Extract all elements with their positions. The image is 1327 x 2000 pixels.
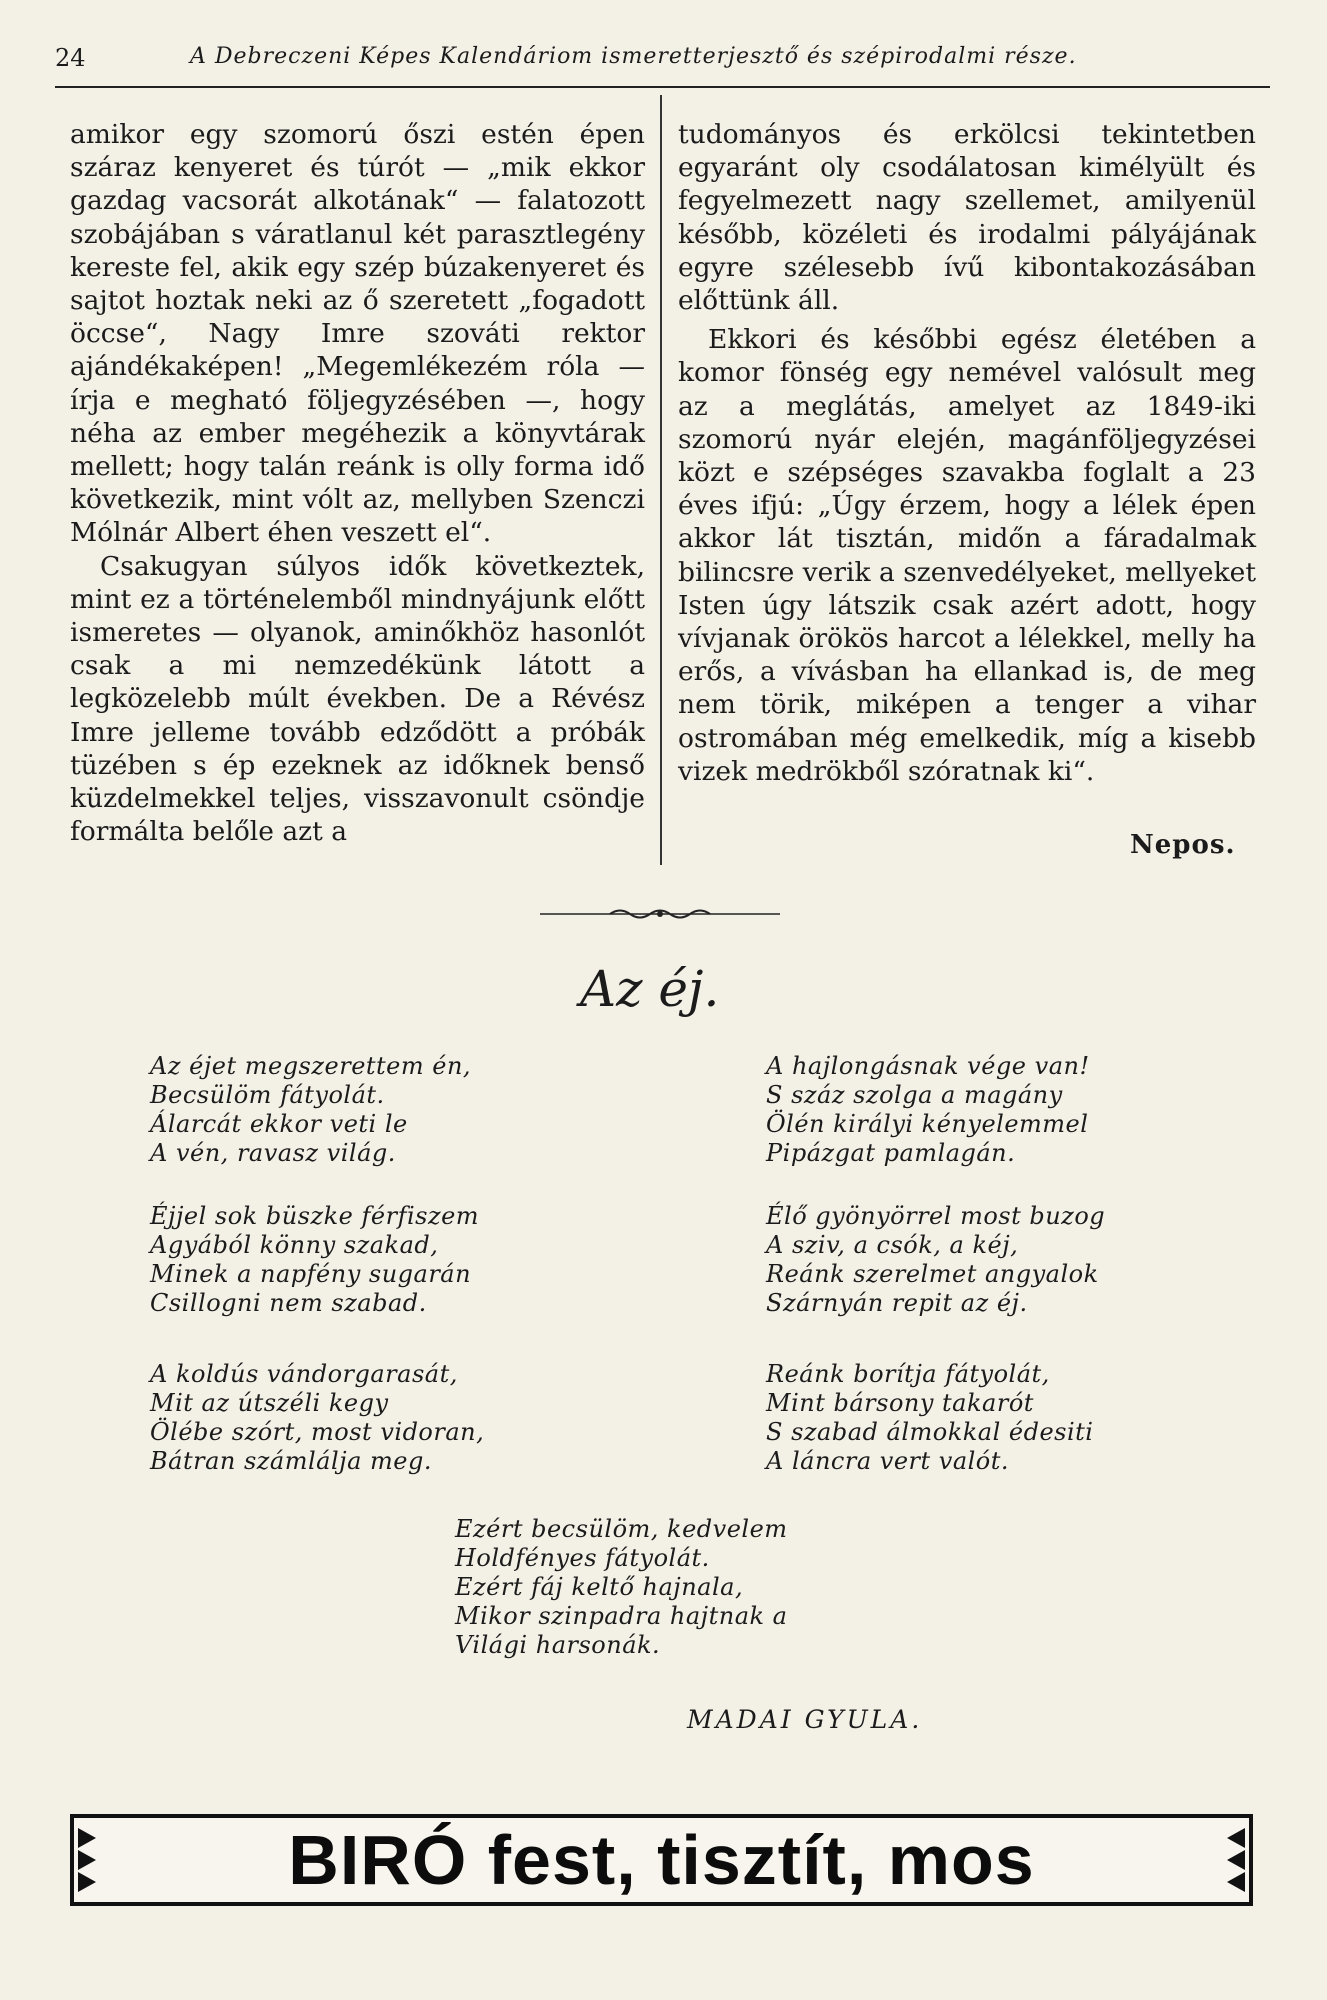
poem-line: Az éjet megszerettem én,	[150, 1052, 472, 1080]
article-right-column	[678, 118, 1256, 788]
poem-line: Mint bársony takarót	[766, 1389, 1034, 1417]
poem-line: Reánk szerelmet angyalok	[766, 1260, 1099, 1288]
poem-line: Élő gyönyörrel most buzog	[766, 1202, 1106, 1230]
poem-stanza	[455, 1515, 788, 1660]
poem-line: Mikor szinpadra hajtnak a	[455, 1602, 788, 1630]
poem-line: A sziv, a csók, a kéj,	[766, 1231, 1019, 1259]
poem-author: MADAI GYULA.	[687, 1705, 923, 1734]
arrow-right-icon	[1227, 1850, 1245, 1870]
poem-line: Holdfényes fátyolát.	[455, 1544, 710, 1572]
poem-line: Pipázgat pamlagán.	[766, 1139, 1016, 1167]
poem-line: Becsülöm fátyolát.	[150, 1081, 385, 1109]
ornament-divider	[540, 905, 780, 923]
column-divider	[660, 95, 662, 865]
poem-title: Az éj.	[580, 960, 720, 1018]
article-paragraph: Ekkori és későbbi egész életében a komor fönség egy nemével valósult meg az a meglátás, amelyet az 1849-iki szomorú nyár elején, magánföljegyzései közt e szépséges szavakba foglalt a 23 éves ifjú: „Úgy érzem, hogy a lélek épen akkor lát tisztán, midőn a fáradalmak bilincsre verik a szenvedélyeket, mellyeket Isten úgy látszik csak azért adott, hogy vívjanak örökös harcot a lélekkel, melly ha erős, a vívásban ha ellankad is, de meg nem törik, miképen a tenger a vihar ostromában még emelkedik, míg a kisebb vizek medrökből szóratnak ki“.	[678, 324, 1256, 787]
poem-line: Csillogni nem szabad.	[150, 1289, 427, 1317]
poem-line: Éjjel sok büszke férfiszem	[150, 1202, 480, 1230]
running-title: A Debreczeni Képes Kalendáriom ismeretterjesztő és szépirodalmi része.	[190, 44, 1077, 69]
poem-line: Ezért fáj keltő hajnala,	[455, 1573, 744, 1601]
poem-stanza	[150, 1202, 479, 1318]
poem-stanza	[766, 1202, 1105, 1318]
poem-line: A koldús vándorgarasát,	[150, 1360, 458, 1388]
poem-stanza	[766, 1360, 1093, 1476]
arrow-left-icon	[78, 1872, 96, 1892]
poem-stanza	[766, 1052, 1090, 1168]
poem-line: Ezért becsülöm, kedvelem	[455, 1515, 788, 1543]
poem-line: Bátran számlálja meg.	[150, 1447, 432, 1475]
advertisement-box	[70, 1814, 1253, 1906]
arrow-right-icon	[1227, 1872, 1245, 1892]
poem-line: S szabad álmokkal édesiti	[766, 1418, 1094, 1446]
poem-stanza	[150, 1360, 484, 1476]
poem-line: Álarcát ekkor veti le	[150, 1110, 408, 1138]
poem-line: Szárnyán repit az éj.	[766, 1289, 1028, 1317]
advertisement-text: BIRÓ fest, tisztít, mos	[288, 1821, 1035, 1899]
poem-line: Ölén királyi kényelemmel	[766, 1110, 1089, 1138]
header-rule	[55, 86, 1270, 88]
arrow-right-icon	[1227, 1828, 1245, 1848]
poem-line: S száz szolga a magány	[766, 1081, 1063, 1109]
poem-line: Ölébe szórt, most vidoran,	[150, 1418, 485, 1446]
article-paragraph: amikor egy szomorú őszi estén épen száraz kenyeret és túrót — „mik ekkor gazdag vacsorát alkotának“ — falatozott szobájában s váratlanul két parasztlegény kereste fel, akik egy szép búzakenyeret és sajtot hoztak neki az ő szeretett „fogadott öccse“, Nagy Imre szováti rektor ajándékaképen! „Megemlékezém róla — írja e megható följegyzésében —, hogy néha az ember megéhezik a könyvtárak mellett; hogy talán reánk is olly forma idő következik, mint vólt az, mellyben Szenczi Mólnár Albert éhen veszett el“.	[70, 119, 645, 549]
page-number: 24	[55, 44, 86, 72]
poem-line: A vén, ravasz világ.	[150, 1139, 396, 1167]
arrow-left-icon	[78, 1828, 96, 1848]
poem-line: A hajlongásnak vége van!	[766, 1052, 1090, 1080]
poem-line: Világi harsonák.	[455, 1631, 661, 1659]
poem-stanza	[150, 1052, 471, 1168]
poem-line: Reánk borítja fátyolát,	[766, 1360, 1050, 1388]
article-paragraph: Csakugyan súlyos idők következtek, mint ez a történelemből mindnyájunk előtt ismeretes — olyanok, aminőkhöz hasonlót csak a mi nemzedékünk látott a legközelebb múlt években. De a Révész Imre jelleme tovább edződött a próbák tüzében s ép ezeknek az időknek benső küzdelmekkel teljes, visszavonult csöndje formálta belőle azt a	[70, 550, 645, 848]
poem-line: Minek a napfény sugarán	[150, 1260, 472, 1288]
article-left-column	[70, 118, 645, 848]
poem-line: Agyából könny szakad,	[150, 1231, 439, 1259]
article-signature: Nepos.	[1130, 830, 1236, 860]
article-paragraph: tudományos és erkölcsi tekintetben egyaránt oly csodálatosan kimélyült és fegyelmezett nagy szellemet, amilyenül később, közéleti és irodalmi pályájának egyre szélesebb ívű kibontakozásában előttünk áll.	[678, 119, 1256, 317]
arrow-left-icon	[78, 1850, 96, 1870]
poem-line: A láncra vert valót.	[766, 1447, 1010, 1475]
poem-line: Mit az útszéli kegy	[150, 1389, 389, 1417]
